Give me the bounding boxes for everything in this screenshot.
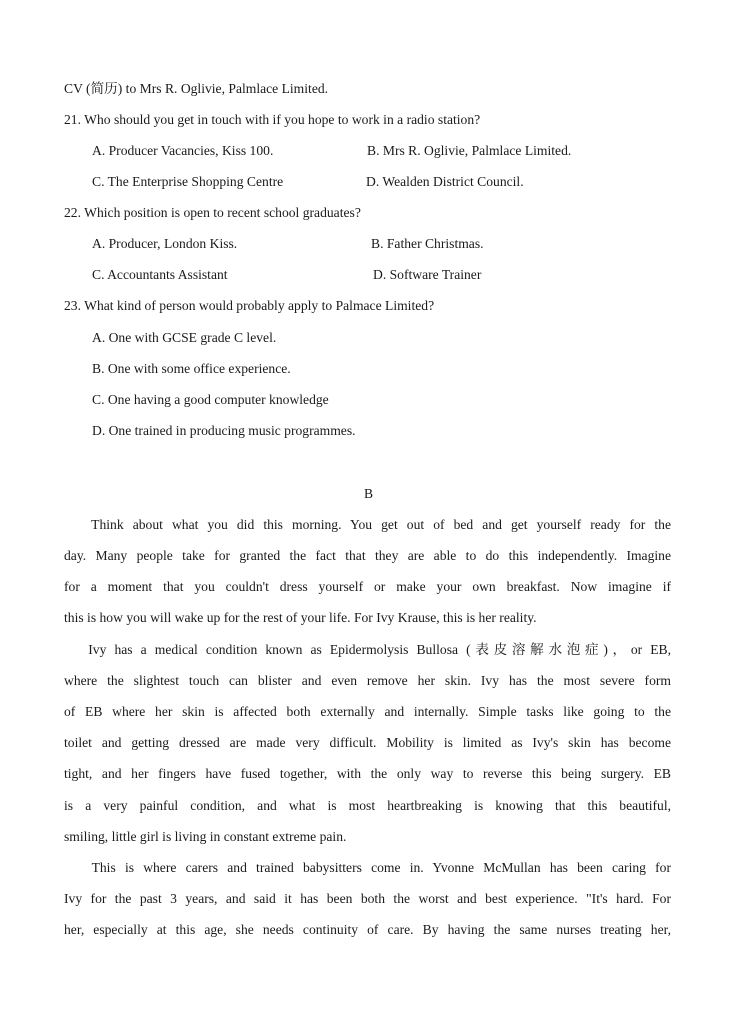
- section-heading: B: [363, 486, 374, 501]
- option-22d: D. Software Trainer: [373, 267, 482, 282]
- option-23d: D. One trained in producing music programmes.: [92, 423, 356, 438]
- passage-line: smiling, little girl is living in constant extreme pain.: [64, 829, 347, 844]
- option-23c: C. One having a good computer knowledge: [92, 392, 329, 407]
- question-23: 23. What kind of person would probably apply to Palmace Limited?: [64, 298, 435, 313]
- option-22a: A. Producer, London Kiss.: [92, 236, 238, 251]
- passage-line: Ivy for the past 3 years, and said it has been both the worst and best experience. "It's hard. For: [64, 891, 671, 906]
- passage-line: toilet and getting dressed are made very difficult. Mobility is limited as Ivy's skin has become: [64, 735, 671, 750]
- passage-line: This is where carers and trained babysitters come in. Yvonne McMullan has been caring for: [64, 860, 671, 875]
- option-22c: C. Accountants Assistant: [92, 267, 228, 282]
- passage-line: Think about what you did this morning. You get out of bed and get yourself ready for the: [64, 517, 671, 532]
- passage-line: her, especially at this age, she needs continuity of care. By having the same nurses treating her,: [64, 922, 671, 937]
- passage-line: where the slightest touch can blister and even remove her skin. Ivy has the most severe form: [64, 673, 671, 688]
- option-23a: A. One with GCSE grade C level.: [92, 330, 277, 345]
- passage-line: tight, and her fingers have fused together, with the only way to reverse this being surgery. EB: [64, 766, 671, 781]
- question-22: 22. Which position is open to recent school graduates?: [64, 205, 361, 220]
- option-21d: D. Wealden District Council.: [366, 174, 524, 189]
- cv-line: CV (简历) to Mrs R. Oglivie, Palmlace Limited.: [64, 81, 329, 96]
- option-21b: B. Mrs R. Oglivie, Palmlace Limited.: [367, 143, 572, 158]
- passage-line: day. Many people take for granted the fact that they are able to do this independently. Imagine: [64, 548, 671, 563]
- passage-line: Ivy has a medical condition known as Epidermolysis Bullosa (表皮溶解水泡症)，or EB,: [64, 642, 671, 657]
- passage-line: is a very painful condition, and what is most heartbreaking is knowing that this beautiful,: [64, 798, 671, 813]
- passage-line: this is how you will wake up for the rest of your life. For Ivy Krause, this is her reality.: [64, 610, 537, 625]
- option-21a: A. Producer Vacancies, Kiss 100.: [92, 143, 274, 158]
- passage-line: for a moment that you couldn't dress yourself or make your own breakfast. Now imagine if: [64, 579, 671, 594]
- question-21: 21. Who should you get in touch with if you hope to work in a radio station?: [64, 112, 481, 127]
- option-21c: C. The Enterprise Shopping Centre: [92, 174, 284, 189]
- option-22b: B. Father Christmas.: [371, 236, 484, 251]
- option-23b: B. One with some office experience.: [92, 361, 291, 376]
- passage-line: of EB where her skin is affected both externally and internally. Simple tasks like going to the: [64, 704, 671, 719]
